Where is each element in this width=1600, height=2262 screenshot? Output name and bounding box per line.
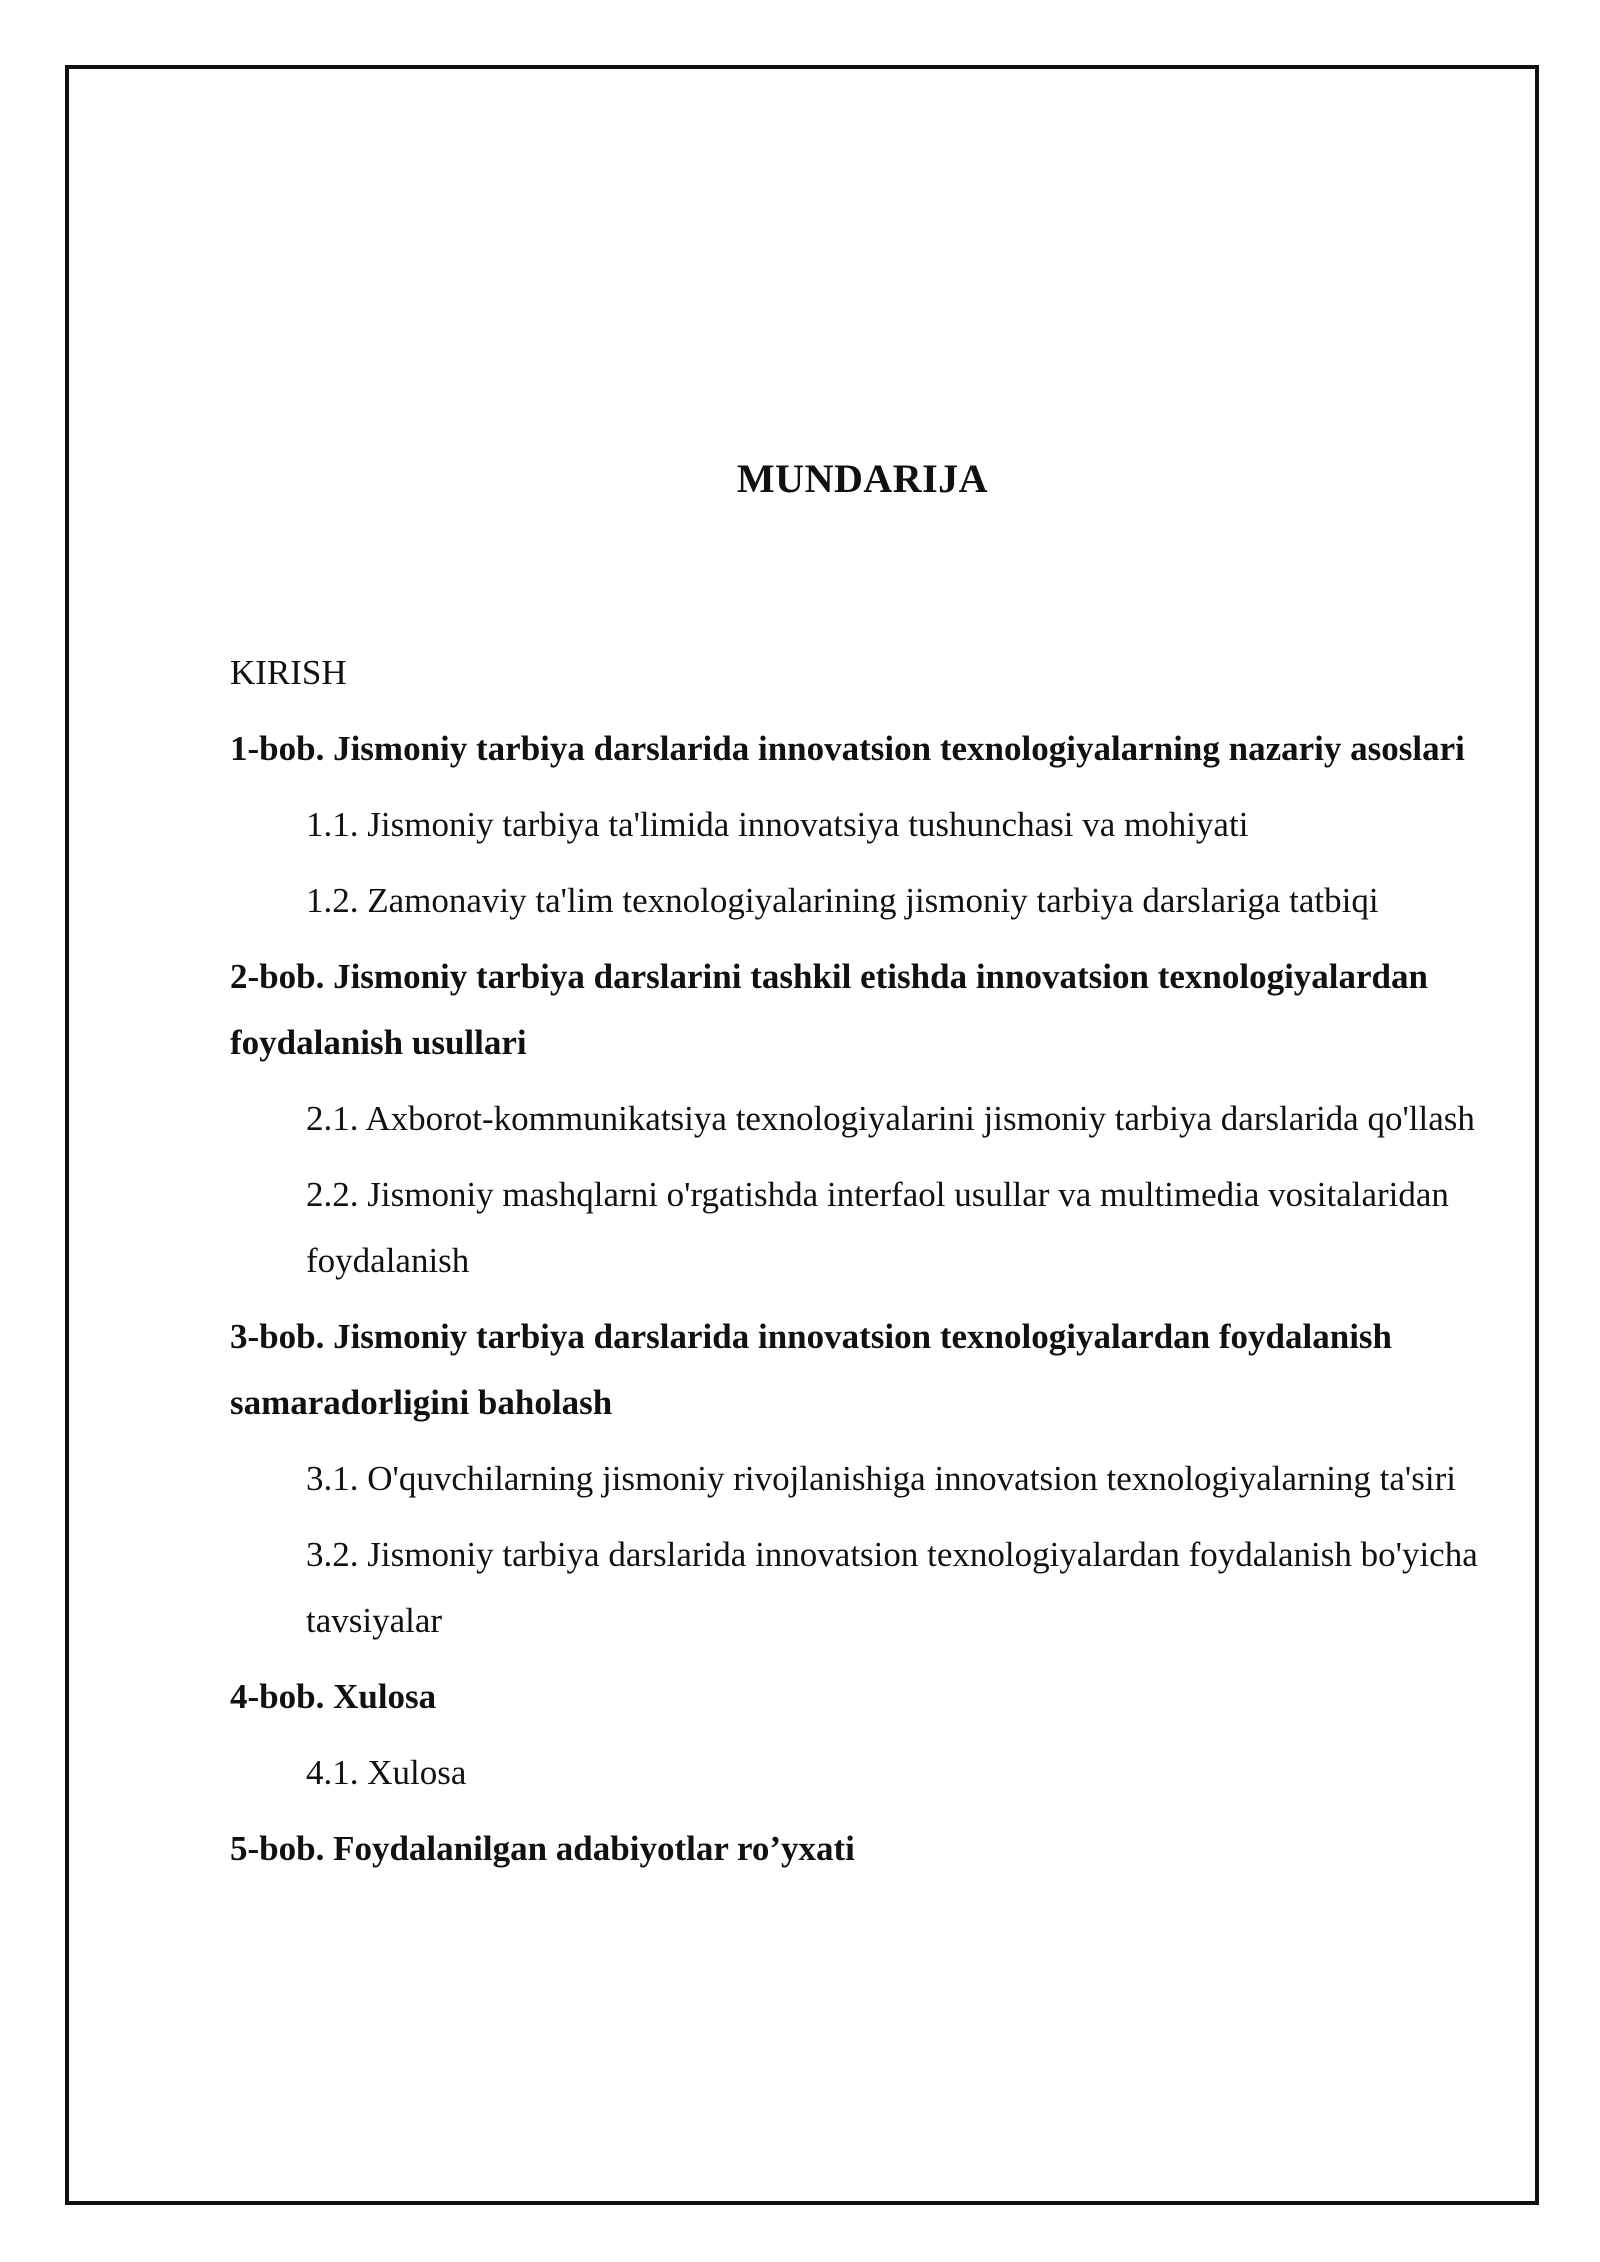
toc-section-1-2: 1.2. Zamonaviy ta'lim texnologiyalarining jismoniy tarbiya darslariga tatbiqi [306,881,1379,920]
toc-chapter-3: 3-bob. Jismoniy tarbiya darslarida innovatsion texnologiyalardan foydalanish samaradorligini baholash [230,1317,1393,1422]
toc-section-4-1: 4.1. Xulosa [306,1753,467,1792]
toc-section-2-2: 2.2. Jismoniy mashqlarni o'rgatishda interfaol usullar va multimedia vositalaridan foydalanish [306,1175,1449,1280]
toc-section-3-1: 3.1. O'quvchilarning jismoniy rivojlanishiga innovatsion texnologiyalarning ta'siri [306,1459,1456,1498]
toc-section-2-1: 2.1. Axborot-kommunikatsiya texnologiyalarini jismoniy tarbiya darslarida qo'llash [306,1099,1475,1138]
table-of-contents [230,640,1500,1892]
page-title: MUNDARIJA [736,456,989,501]
toc-chapter-1: 1-bob. Jismoniy tarbiya darslarida innovatsion texnologiyalarning nazariy asoslari [230,729,1465,768]
toc-entry-introduction: KIRISH [230,653,347,692]
toc-chapter-2: 2-bob. Jismoniy tarbiya darslarini tashkil etishda innovatsion texnologiyalardan foydalanish usullari [230,957,1428,1062]
toc-section-3-2: 3.2. Jismoniy tarbiya darslarida innovatsion texnologiyalardan foydalanish bo'yicha tavsiyalar [306,1535,1478,1640]
toc-chapter-5: 5-bob. Foydalanilgan adabiyotlar ro’yxati [230,1829,855,1868]
toc-section-1-1: 1.1. Jismoniy tarbiya ta'limida innovatsiya tushunchasi va mohiyati [306,805,1249,844]
toc-chapter-4: 4-bob. Xulosa [230,1677,437,1716]
